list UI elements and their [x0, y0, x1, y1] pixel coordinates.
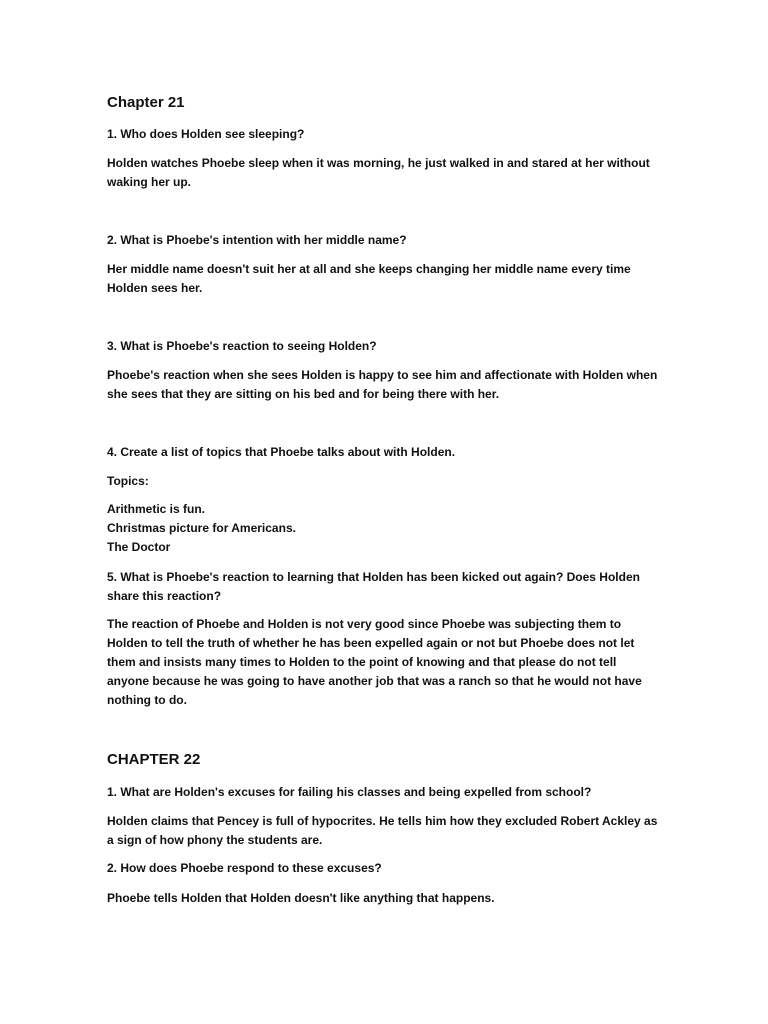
ch21-answer-5 [107, 615, 667, 710]
answer-line: Holden sees her. [107, 281, 203, 295]
ch21-question-5 [107, 568, 667, 606]
ch21-question-2: 2. What is Phoebe's intention with her middle name? [107, 233, 407, 247]
answer-line: Her middle name doesn't suit her at all and she keeps changing her middle name every time [107, 262, 631, 276]
chapter-22-heading: CHAPTER 22 [107, 751, 201, 768]
ch22-answer-1 [107, 812, 667, 850]
list-item: The Doctor [107, 540, 171, 554]
question-line: 5. What is Phoebe's reaction to learning that Holden has been kicked out again? Does Holden [107, 570, 640, 584]
answer-line: a sign of how phony the students are. [107, 833, 323, 847]
answer-line: The reaction of Phoebe and Holden is not very good since Phoebe was subjecting them to [107, 617, 622, 631]
answer-line: waking her up. [107, 175, 192, 189]
ch22-question-1: 1. What are Holden's excuses for failing his classes and being expelled from school? [107, 785, 592, 799]
answer-line: Holden to tell the truth of whether he has been expelled again or not but Phoebe does not let [107, 636, 635, 650]
ch21-question-3: 3. What is Phoebe's reaction to seeing Holden? [107, 339, 377, 353]
answer-line: nothing to do. [107, 693, 187, 707]
ch21-question-4: 4. Create a list of topics that Phoebe talks about with Holden. [107, 445, 456, 459]
answer-line: Phoebe's reaction when she sees Holden is happy to see him and affectionate with Holden when [107, 368, 658, 382]
answer-line: Holden watches Phoebe sleep when it was morning, he just walked in and stared at her without [107, 156, 650, 170]
ch21-question-1: 1. Who does Holden see sleeping? [107, 127, 305, 141]
answer-line: Holden claims that Pencey is full of hypocrites. He tells him how they excluded Robert Ackley as [107, 814, 658, 828]
answer-line: she sees that they are sitting on his bed and for being there with her. [107, 387, 500, 401]
ch21-answer-2 [107, 260, 667, 298]
ch21-answer-3 [107, 366, 667, 404]
topics-list [107, 500, 667, 557]
answer-line: them and insists many times to Holden to the point of knowing and that please do not tell [107, 655, 617, 669]
chapter-21-heading: Chapter 21 [107, 94, 185, 111]
list-item: Arithmetic is fun. [107, 502, 206, 516]
list-item: Christmas picture for Americans. [107, 521, 296, 535]
ch22-answer-2: Phoebe tells Holden that Holden doesn't like anything that happens. [107, 891, 495, 905]
topics-label: Topics: [107, 474, 149, 488]
ch21-answer-1 [107, 154, 667, 192]
question-line: share this reaction? [107, 589, 222, 603]
ch22-question-2: 2. How does Phoebe respond to these excuses? [107, 861, 382, 875]
answer-line: anyone because he was going to have another job that was a ranch so that he would not have [107, 674, 642, 688]
